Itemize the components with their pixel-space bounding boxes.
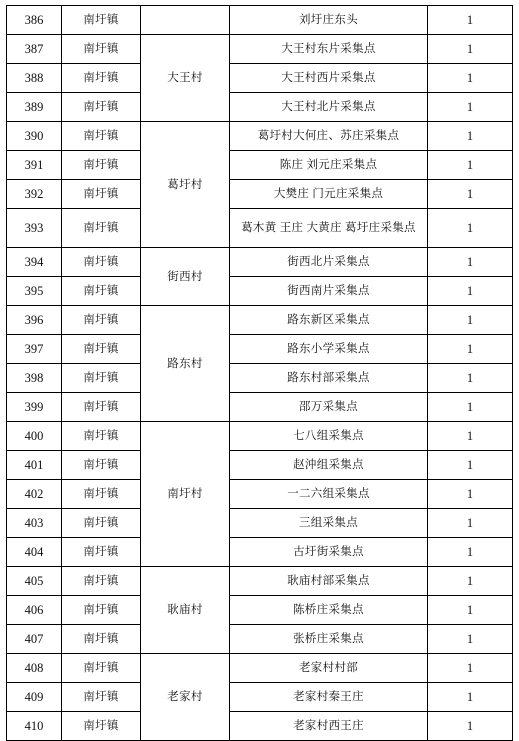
collection-point: 刘圩庄东头	[230, 6, 428, 35]
town-name: 南圩镇	[62, 596, 141, 625]
row-number: 408	[7, 654, 62, 683]
collection-point: 大樊庄 门元庄采集点	[230, 180, 428, 209]
point-count: 1	[428, 6, 513, 35]
table-row	[7, 6, 513, 35]
collection-point: 路东新区采集点	[230, 306, 428, 335]
village-name: 街西村	[141, 248, 230, 306]
town-name: 南圩镇	[62, 393, 141, 422]
row-number: 388	[7, 64, 62, 93]
town-name: 南圩镇	[62, 6, 141, 35]
row-number: 403	[7, 509, 62, 538]
row-number: 390	[7, 122, 62, 151]
row-number: 395	[7, 277, 62, 306]
collection-point: 葛木黄 王庄 大黄庄 葛圩庄采集点	[230, 209, 428, 248]
town-name: 南圩镇	[62, 625, 141, 654]
point-count: 1	[428, 538, 513, 567]
table-row	[7, 35, 513, 64]
town-name: 南圩镇	[62, 538, 141, 567]
point-count: 1	[428, 683, 513, 712]
table-row	[7, 480, 513, 509]
town-name: 南圩镇	[62, 480, 141, 509]
row-number: 386	[7, 6, 62, 35]
table-row	[7, 122, 513, 151]
table-row	[7, 151, 513, 180]
village-name: 大王村	[141, 35, 230, 122]
table-row	[7, 64, 513, 93]
table-row	[7, 180, 513, 209]
collection-point: 陈庄 刘元庄采集点	[230, 151, 428, 180]
town-name: 南圩镇	[62, 683, 141, 712]
row-number: 398	[7, 364, 62, 393]
table-body	[7, 6, 513, 741]
row-number: 400	[7, 422, 62, 451]
town-name: 南圩镇	[62, 509, 141, 538]
point-count: 1	[428, 335, 513, 364]
table-row	[7, 509, 513, 538]
town-name: 南圩镇	[62, 209, 141, 248]
table-row	[7, 209, 513, 248]
village-name: 葛圩村	[141, 122, 230, 248]
point-count: 1	[428, 393, 513, 422]
table-row	[7, 277, 513, 306]
town-name: 南圩镇	[62, 64, 141, 93]
collection-point: 七八组采集点	[230, 422, 428, 451]
village-name: 老家村	[141, 654, 230, 741]
point-count: 1	[428, 209, 513, 248]
collection-point: 大王村东片采集点	[230, 35, 428, 64]
point-count: 1	[428, 277, 513, 306]
row-number: 407	[7, 625, 62, 654]
town-name: 南圩镇	[62, 93, 141, 122]
point-count: 1	[428, 180, 513, 209]
town-name: 南圩镇	[62, 712, 141, 741]
collection-point: 赵沖组采集点	[230, 451, 428, 480]
town-name: 南圩镇	[62, 451, 141, 480]
row-number: 393	[7, 209, 62, 248]
point-count: 1	[428, 509, 513, 538]
collection-point: 路东小学采集点	[230, 335, 428, 364]
point-count: 1	[428, 64, 513, 93]
row-number: 402	[7, 480, 62, 509]
row-number: 404	[7, 538, 62, 567]
collection-point: 街西南片采集点	[230, 277, 428, 306]
village-name: 路东村	[141, 306, 230, 422]
town-name: 南圩镇	[62, 422, 141, 451]
table-row	[7, 248, 513, 277]
collection-point: 大王村北片采集点	[230, 93, 428, 122]
table-row	[7, 654, 513, 683]
point-count: 1	[428, 654, 513, 683]
village-name: 耿庙村	[141, 567, 230, 654]
collection-point: 老家村西王庄	[230, 712, 428, 741]
town-name: 南圩镇	[62, 335, 141, 364]
row-number: 406	[7, 596, 62, 625]
collection-point: 一二六组采集点	[230, 480, 428, 509]
town-name: 南圩镇	[62, 306, 141, 335]
town-name: 南圩镇	[62, 277, 141, 306]
point-count: 1	[428, 712, 513, 741]
village-name	[141, 6, 230, 35]
table-row	[7, 364, 513, 393]
collection-point: 老家村秦王庄	[230, 683, 428, 712]
collection-point: 三组采集点	[230, 509, 428, 538]
collection-point: 街西北片采集点	[230, 248, 428, 277]
point-count: 1	[428, 364, 513, 393]
table-row	[7, 712, 513, 741]
collection-point: 邵万采集点	[230, 393, 428, 422]
table-row	[7, 596, 513, 625]
table-row	[7, 451, 513, 480]
row-number: 392	[7, 180, 62, 209]
town-name: 南圩镇	[62, 567, 141, 596]
town-name: 南圩镇	[62, 654, 141, 683]
table-row	[7, 538, 513, 567]
row-number: 394	[7, 248, 62, 277]
point-count: 1	[428, 93, 513, 122]
row-number: 409	[7, 683, 62, 712]
town-name: 南圩镇	[62, 364, 141, 393]
town-name: 南圩镇	[62, 35, 141, 64]
row-number: 387	[7, 35, 62, 64]
point-count: 1	[428, 480, 513, 509]
table-row	[7, 306, 513, 335]
town-name: 南圩镇	[62, 122, 141, 151]
village-name: 南圩村	[141, 422, 230, 567]
collection-point: 老家村村部	[230, 654, 428, 683]
collection-point: 陈桥庄采集点	[230, 596, 428, 625]
table-row	[7, 335, 513, 364]
point-count: 1	[428, 567, 513, 596]
point-count: 1	[428, 306, 513, 335]
row-number: 397	[7, 335, 62, 364]
town-name: 南圩镇	[62, 180, 141, 209]
row-number: 405	[7, 567, 62, 596]
row-number: 389	[7, 93, 62, 122]
town-name: 南圩镇	[62, 248, 141, 277]
table-row	[7, 93, 513, 122]
table-row	[7, 567, 513, 596]
table-row	[7, 393, 513, 422]
town-name: 南圩镇	[62, 151, 141, 180]
row-number: 410	[7, 712, 62, 741]
collection-point: 耿庙村部采集点	[230, 567, 428, 596]
table-row	[7, 422, 513, 451]
row-number: 399	[7, 393, 62, 422]
row-number: 391	[7, 151, 62, 180]
row-number: 401	[7, 451, 62, 480]
point-count: 1	[428, 151, 513, 180]
table-row	[7, 625, 513, 654]
collection-point: 路东村部采集点	[230, 364, 428, 393]
point-count: 1	[428, 422, 513, 451]
row-number: 396	[7, 306, 62, 335]
collection-point: 古圩街采集点	[230, 538, 428, 567]
table-row	[7, 683, 513, 712]
point-count: 1	[428, 122, 513, 151]
collection-point: 葛圩村大何庄、苏庄采集点	[230, 122, 428, 151]
point-count: 1	[428, 451, 513, 480]
collection-point: 大王村西片采集点	[230, 64, 428, 93]
point-count: 1	[428, 596, 513, 625]
collection-point: 张桥庄采集点	[230, 625, 428, 654]
point-count: 1	[428, 35, 513, 64]
collection-point-table	[6, 5, 513, 741]
point-count: 1	[428, 248, 513, 277]
point-count: 1	[428, 625, 513, 654]
